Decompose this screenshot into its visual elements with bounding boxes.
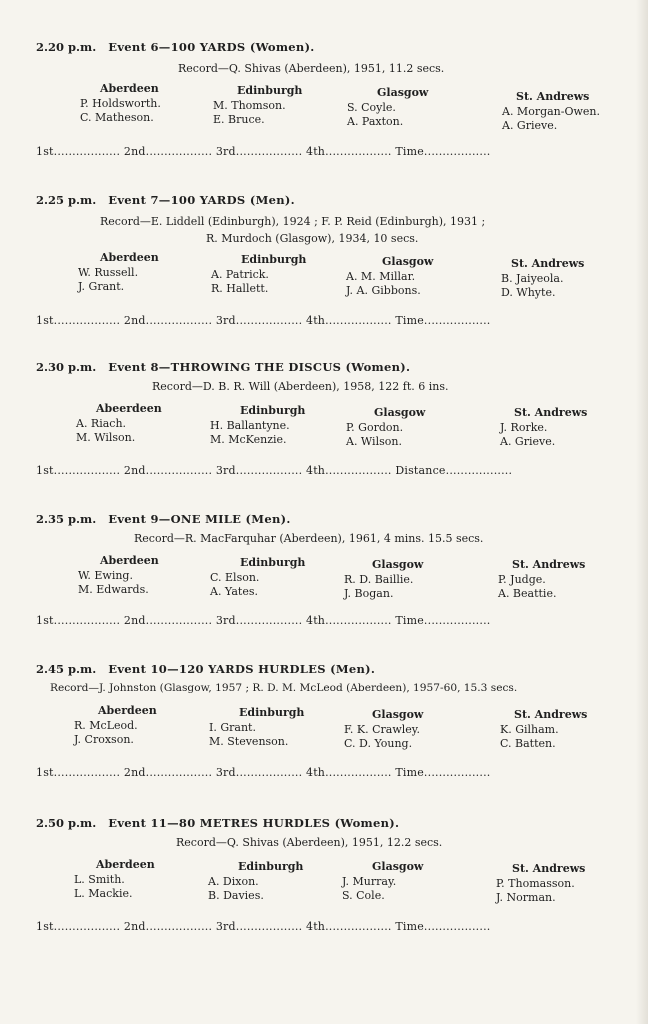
athlete-name: K. Gilham.	[500, 723, 559, 736]
university-name: St. Andrews	[514, 708, 588, 721]
university-name: St. Andrews	[512, 558, 586, 571]
university-name: Glasgow	[372, 558, 424, 571]
university-name: St. Andrews	[516, 90, 590, 103]
event-heading	[36, 193, 295, 207]
page-edge-shadow	[636, 0, 648, 1024]
university-name: Aberdeen	[98, 704, 157, 717]
athlete-name: J. Norman.	[496, 891, 556, 904]
athlete-name: J. Croxson.	[74, 733, 134, 746]
university-name: Edinburgh	[239, 706, 305, 719]
event-heading	[36, 512, 291, 526]
event-time: 2.50 p.m.	[36, 816, 97, 830]
university-name: St. Andrews	[514, 406, 588, 419]
athlete-name: H. Ballantyne.	[210, 419, 290, 432]
result-entry-line: 1st.................. 2nd.................. 3rd.................. 4th.................. Time..................	[36, 614, 491, 627]
university-name: Abeerdeen	[96, 402, 162, 415]
team-column	[344, 558, 504, 601]
athlete-name: M. McKenzie.	[210, 433, 287, 446]
record-line: Record—J. Johnston (Glasgow, 1957 ; R. D. M. McLeod (Aberdeen), 1957-60, 15.3 secs.	[50, 682, 518, 694]
athlete-name: J. Grant.	[78, 280, 125, 293]
event-title: Event 9—ONE MILE (Men).	[108, 512, 291, 526]
event-heading	[36, 360, 410, 374]
athlete-name: W. Russell.	[78, 266, 139, 279]
athlete-name: A. M. Millar.	[346, 270, 416, 283]
team-column	[500, 406, 648, 449]
university-name: Aberdeen	[100, 251, 159, 264]
team-column	[346, 406, 506, 449]
athlete-name: M. Wilson.	[76, 431, 136, 444]
university-name: Edinburgh	[241, 253, 307, 266]
athlete-name: A. Morgan-Owen.	[502, 105, 601, 118]
athlete-name: R. McLeod.	[74, 719, 138, 732]
record-line: Record—D. B. R. Will (Aberdeen), 1958, 122 ft. 6 ins.	[152, 380, 449, 393]
event-heading	[36, 816, 399, 830]
athlete-name: C. Matheson.	[80, 111, 154, 124]
university-name: Edinburgh	[238, 860, 304, 873]
athlete-name: R. Hallett.	[211, 282, 269, 295]
athlete-name: A. Riach.	[76, 417, 127, 430]
university-name: Aberdeen	[96, 858, 155, 871]
event-time: 2.45 p.m.	[36, 662, 97, 676]
university-name: Edinburgh	[237, 84, 303, 97]
athlete-name: A. Grieve.	[502, 119, 558, 132]
team-column	[501, 257, 648, 300]
record-line: Record—Q. Shivas (Aberdeen), 1951, 11.2 secs.	[178, 62, 445, 75]
event-heading	[36, 40, 315, 54]
athlete-name: A. Grieve.	[500, 435, 556, 448]
athlete-name: J. Bogan.	[344, 587, 394, 600]
athlete-name: F. K. Crawley.	[344, 723, 421, 736]
athlete-name: B. Davies.	[208, 889, 264, 902]
athlete-name: M. Thomson.	[213, 99, 286, 112]
athlete-name: P. Thomasson.	[496, 877, 575, 890]
athlete-name: C. Elson.	[210, 571, 260, 584]
result-entry-line: 1st.................. 2nd.................. 3rd.................. 4th.................. Distance..................	[36, 464, 513, 477]
university-name: Aberdeen	[100, 554, 159, 567]
athlete-name: A. Beattie.	[498, 587, 557, 600]
university-name: Glasgow	[372, 708, 424, 721]
athlete-name: A. Yates.	[210, 585, 258, 598]
result-entry-line: 1st.................. 2nd.................. 3rd.................. 4th.................. Time..................	[36, 766, 491, 779]
university-name: Aberdeen	[100, 82, 159, 95]
team-column	[496, 862, 648, 905]
athlete-name: M. Edwards.	[78, 583, 149, 596]
university-name: Edinburgh	[240, 556, 306, 569]
athlete-name: A. Wilson.	[346, 435, 402, 448]
university-name: Glasgow	[372, 860, 424, 873]
athlete-name: A. Dixon.	[208, 875, 259, 888]
team-column	[502, 90, 648, 133]
event-title: Event 11—80 METRES HURDLES (Women).	[108, 816, 400, 830]
event-time: 2.30 p.m.	[36, 360, 97, 374]
athlete-name: B. Jaiyeola.	[501, 272, 564, 285]
athlete-name: J. Murray.	[342, 875, 397, 888]
result-entry-line: 1st.................. 2nd.................. 3rd.................. 4th.................. Time..................	[36, 145, 491, 158]
athlete-name: J. A. Gibbons.	[346, 284, 421, 297]
athlete-name: R. D. Baillie.	[344, 573, 414, 586]
university-name: St. Andrews	[512, 862, 586, 875]
record-line: Record—E. Liddell (Edinburgh), 1924 ; F. P. Reid (Edinburgh), 1931 ;	[100, 215, 486, 228]
event-heading	[36, 662, 375, 676]
team-column	[498, 558, 648, 601]
athlete-name: P. Judge.	[498, 573, 546, 586]
event-title: Event 8—THROWING THE DISCUS (Women).	[108, 360, 411, 374]
athlete-name: I. Grant.	[209, 721, 256, 734]
team-column	[342, 860, 502, 903]
athlete-name: C. Batten.	[500, 737, 556, 750]
athlete-name: L. Mackie.	[74, 887, 133, 900]
team-column	[500, 708, 648, 751]
athlete-name: P. Gordon.	[346, 421, 404, 434]
athlete-name: E. Bruce.	[213, 113, 265, 126]
result-entry-line: 1st.................. 2nd.................. 3rd.................. 4th.................. Time..................	[36, 920, 491, 933]
event-title: Event 6—100 YARDS (Women).	[108, 40, 315, 54]
event-time: 2.20 p.m.	[36, 40, 97, 54]
team-column	[346, 255, 506, 298]
athlete-name: C. D. Young.	[344, 737, 413, 750]
record-line: Record—R. MacFarquhar (Aberdeen), 1961, 4 mins. 15.5 secs.	[134, 532, 484, 545]
university-name: Glasgow	[374, 406, 426, 419]
team-column	[347, 86, 507, 129]
record-line: Record—Q. Shivas (Aberdeen), 1951, 12.2 secs.	[176, 836, 443, 849]
athlete-name: D. Whyte.	[501, 286, 556, 299]
university-name: Glasgow	[377, 86, 429, 99]
team-column	[344, 708, 504, 751]
athlete-name: A. Patrick.	[211, 268, 269, 281]
event-title: Event 10—120 YARDS HURDLES (Men).	[108, 662, 376, 676]
athlete-name: W. Ewing.	[78, 569, 133, 582]
event-time: 2.25 p.m.	[36, 193, 97, 207]
event-title: Event 7—100 YARDS (Men).	[108, 193, 295, 207]
athlete-name: S. Coyle.	[347, 101, 396, 114]
record-line: R. Murdoch (Glasgow), 1934, 10 secs.	[206, 232, 419, 245]
university-name: Glasgow	[382, 255, 434, 268]
athlete-name: A. Paxton.	[347, 115, 404, 128]
athlete-name: J. Rorke.	[500, 421, 548, 434]
university-name: Edinburgh	[240, 404, 306, 417]
event-time: 2.35 p.m.	[36, 512, 97, 526]
athlete-name: L. Smith.	[74, 873, 125, 886]
result-entry-line: 1st.................. 2nd.................. 3rd.................. 4th.................. Time..................	[36, 314, 491, 327]
athlete-name: P. Holdsworth.	[80, 97, 161, 110]
university-name: St. Andrews	[511, 257, 585, 270]
athlete-name: S. Cole.	[342, 889, 385, 902]
athlete-name: M. Stevenson.	[209, 735, 289, 748]
